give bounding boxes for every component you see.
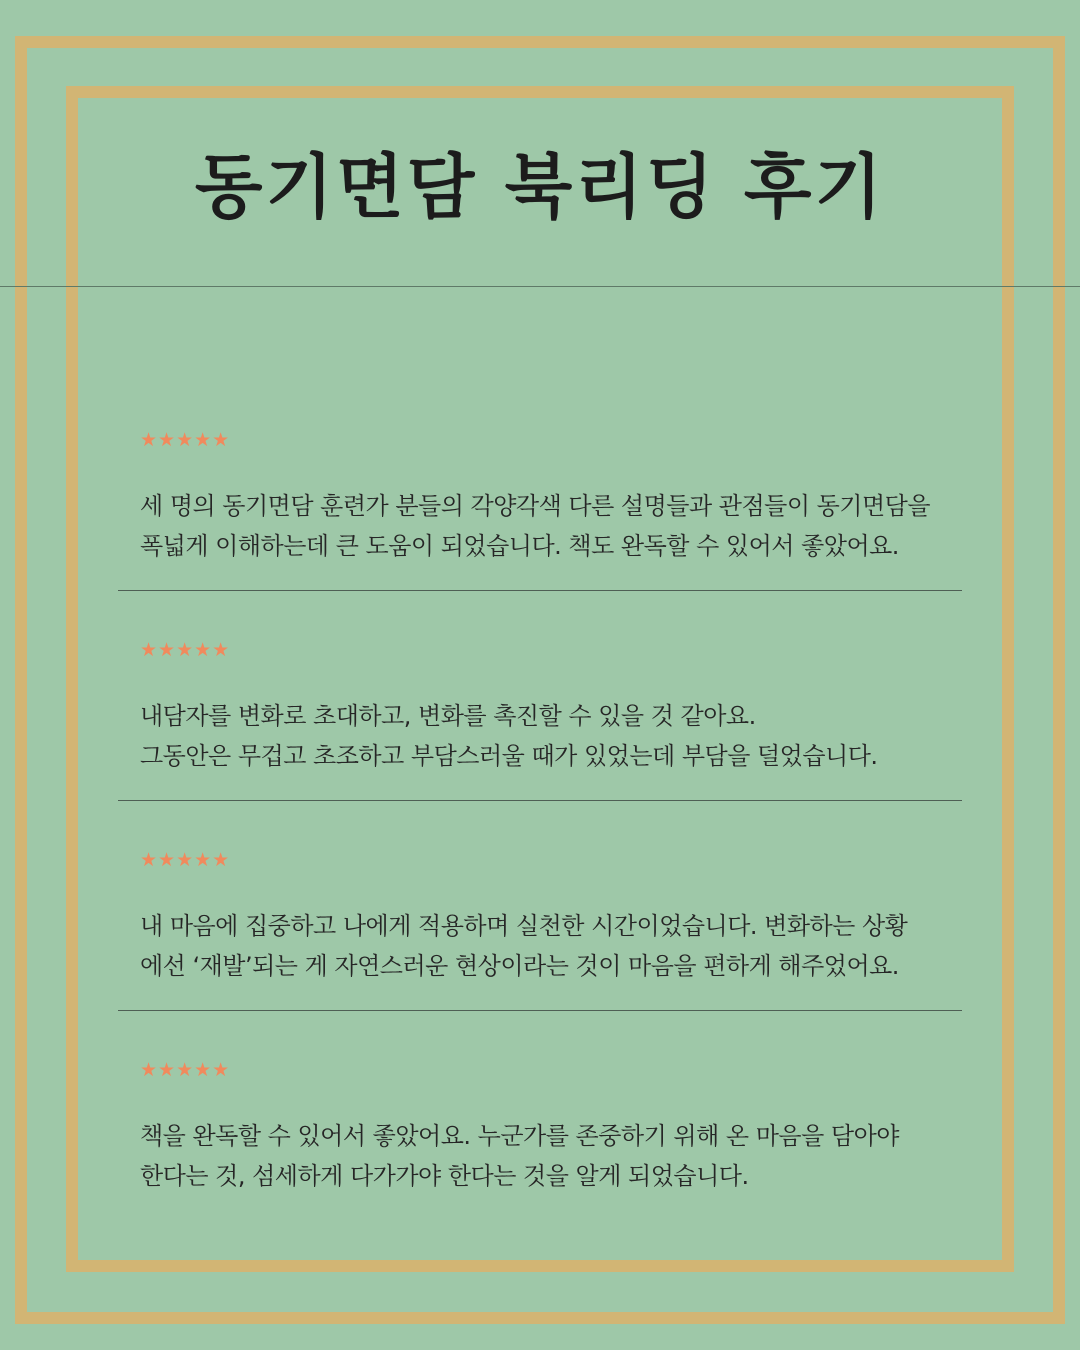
review-item: [140, 431, 960, 566]
title-divider: [0, 286, 1080, 287]
star-rating-icon: ★★★★★: [140, 1059, 231, 1081]
review-divider: [118, 1010, 962, 1011]
star-rating-icon: ★★★★★: [140, 429, 231, 451]
review-line: 그동안은 무겁고 초조하고 부담스러울 때가 있었는데 부담을 덜었습니다.: [140, 742, 878, 770]
star-rating-icon: ★★★★★: [140, 639, 231, 661]
review-item: [140, 641, 960, 776]
review-text: [140, 906, 960, 986]
review-text: [140, 696, 960, 776]
page-title: 동기면담 북리딩 후기: [194, 146, 886, 228]
review-line: 에선 ‘재발’되는 게 자연스러운 현상이라는 것이 마음을 편하게 해주었어요.: [140, 952, 899, 980]
review-text: [140, 1116, 960, 1196]
star-rating-icon: ★★★★★: [140, 849, 231, 871]
review-divider: [118, 590, 962, 591]
review-text: [140, 486, 960, 566]
review-line: 세 명의 동기면담 훈련가 분들의 각양각색 다른 설명들과 관점들이 동기면담을: [140, 492, 931, 520]
review-divider: [118, 800, 962, 801]
review-line: 한다는 것, 섬세하게 다가가야 한다는 것을 알게 되었습니다.: [140, 1162, 749, 1190]
review-line: 폭넓게 이해하는데 큰 도움이 되었습니다. 책도 완독할 수 있어서 좋았어요.: [140, 532, 899, 560]
review-line: 책을 완독할 수 있어서 좋았어요. 누군가를 존중하기 위해 온 마음을 담아야: [140, 1122, 899, 1150]
review-item: [140, 1061, 960, 1196]
review-line: 내 마음에 집중하고 나에게 적용하며 실천한 시간이었습니다. 변화하는 상황: [140, 912, 908, 940]
review-item: [140, 851, 960, 986]
review-line: 내담자를 변화로 초대하고, 변화를 촉진할 수 있을 것 같아요.: [140, 702, 756, 730]
